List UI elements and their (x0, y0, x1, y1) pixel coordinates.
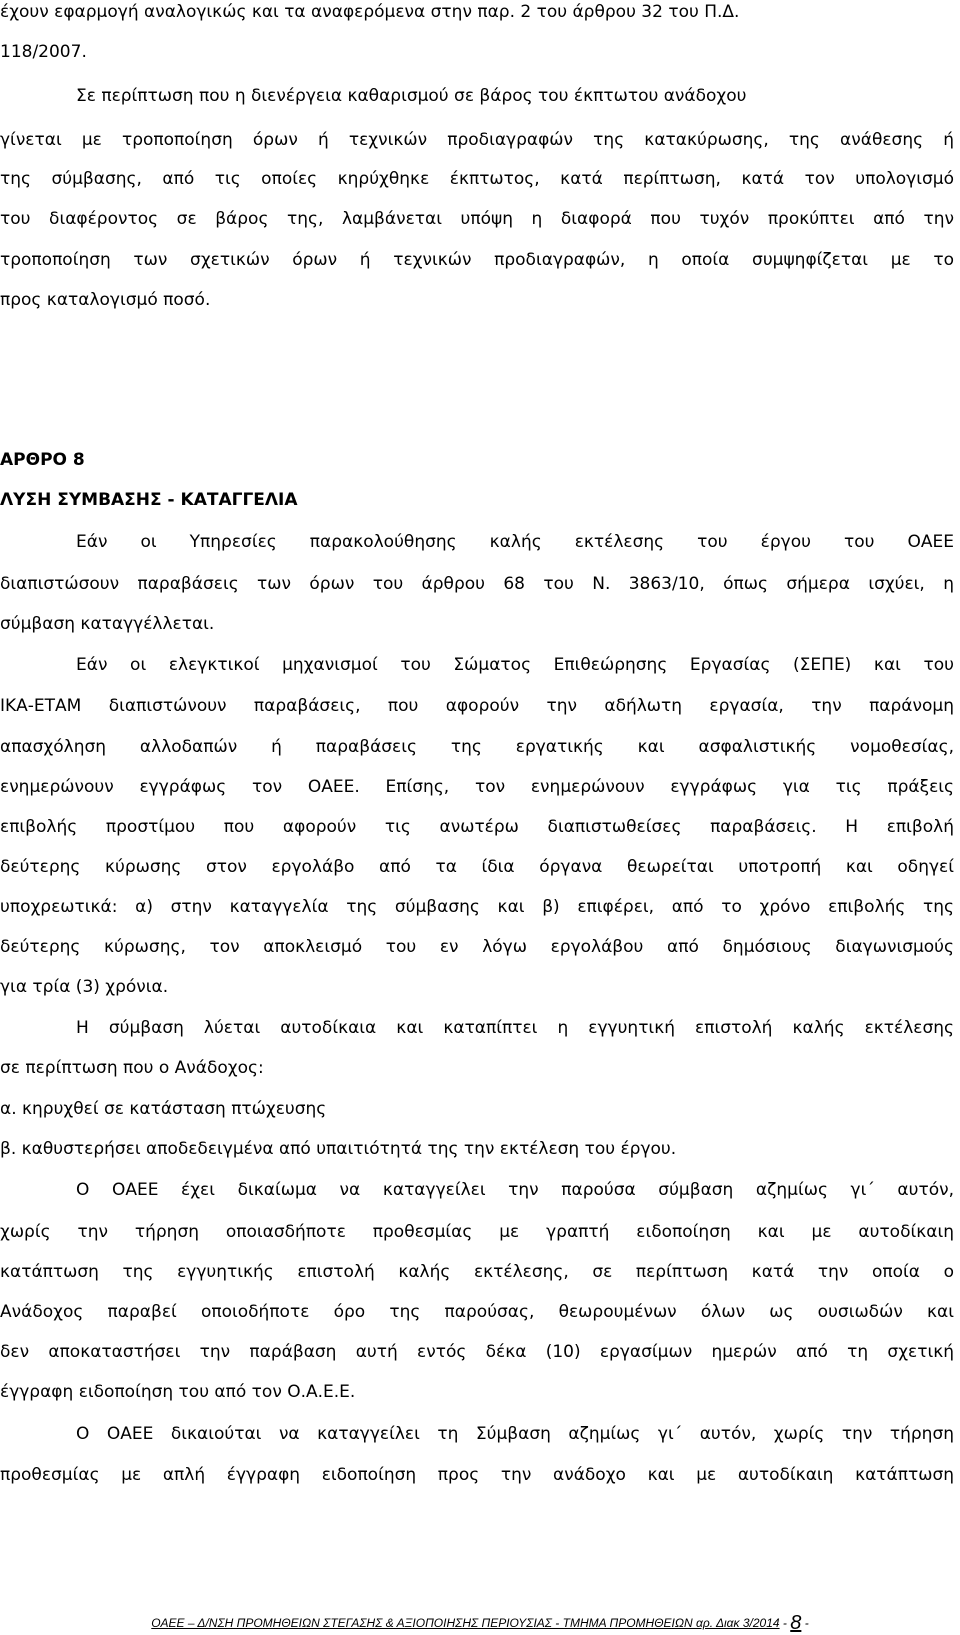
text-line: της σύμβασης, από τις οποίες κηρύχθηκε έκπτωτος, κατά περίπτωση, κατά τον υπολογισμό (0, 169, 954, 189)
text-line: σε περίπτωση που ο Ανάδοχος: (0, 1058, 264, 1078)
footer-dash: - (782, 1616, 787, 1630)
text-line: Σε περίπτωση που η διενέργεια καθαρισμού σε βάρος του έκπτωτου ανάδοχου (76, 86, 747, 106)
text-line: ΙΚΑ-ΕΤΑΜ διαπιστώνουν παραβάσεις, που αφορούν την αδήλωτη εργασία, την παράνομη (0, 696, 954, 716)
list-item: α. κηρυχθεί σε κατάσταση πτώχευσης (0, 1099, 327, 1119)
article-heading: ΑΡΘΡΟ 8 (0, 450, 85, 470)
text-line: Ο ΟΑΕΕ έχει δικαίωμα να καταγγείλει την παρούσα σύμβαση αζημίως γι΄ αυτόν, (76, 1180, 954, 1200)
text-line: του διαφέροντος σε βάρος της, λαμβάνεται υπόψη η διαφορά που τυχόν προκύπτει από την (0, 209, 954, 229)
text-line: απασχόληση αλλοδαπών ή παραβάσεις της εργατικής και ασφαλιστικής νομοθεσίας, (0, 737, 954, 757)
text-line: διαπιστώσουν παραβάσεις των όρων του άρθρου 68 του Ν. 3863/10, όπως σήμερα ισχύει, η (0, 574, 954, 594)
text-line: για τρία (3) χρόνια. (0, 977, 169, 997)
list-item: β. καθυστερήσει αποδεδειγμένα από υπαιτιότητά της την εκτέλεση του έργου. (0, 1139, 677, 1159)
text-line: έχουν εφαρμογή αναλογικώς και τα αναφερόμενα στην παρ. 2 του άρθρου 32 του Π.Δ. (0, 2, 740, 22)
text-line: προς καταλογισμό ποσό. (0, 290, 211, 310)
text-line: έγγραφη ειδοποίηση του από τον Ο.Α.Ε.Ε. (0, 1382, 356, 1402)
text-line: τροποποίηση των σχετικών όρων ή τεχνικών προδιαγραφών, η οποία συμψηφίζεται με το (0, 250, 954, 270)
text-line: χωρίς την τήρηση οποιασδήποτε προθεσμίας με γραπτή ειδοποίηση και με αυτοδίκαιη (0, 1222, 954, 1242)
text-line: ενημερώνουν εγγράφως τον ΟΑΕΕ. Επίσης, τον ενημερώνουν εγγράφως για τις πράξεις (0, 777, 954, 797)
text-line: Η σύμβαση λύεται αυτοδίκαια και καταπίπτει η εγγυητική επιστολή καλής εκτέλεσης (76, 1018, 954, 1038)
text-line: 118/2007. (0, 42, 87, 62)
footer-text: ΟΑΕΕ – Δ/ΝΣΗ ΠΡΟΜΗΘΕΙΩΝ ΣΤΕΓΑΣΗΣ & ΑΞΙΟΠΟΙΗΣΗΣ ΠΕΡΙΟΥΣΙΑΣ - ΤΜΗΜΑ ΠΡΟΜΗΘΕΙΩΝ αρ. Διακ 3/2014 (151, 1616, 780, 1630)
article-subheading: ΛΥΣΗ ΣΥΜΒΑΣΗΣ - ΚΑΤΑΓΓΕΛΙΑ (0, 490, 298, 510)
text-line: προθεσμίας με απλή έγγραφη ειδοποίηση προς την ανάδοχο και με αυτοδίκαιη κατάπτωση (0, 1465, 954, 1485)
text-line: κατάπτωση της εγγυητικής επιστολή καλής εκτέλεσης, σε περίπτωση κατά την οποία ο (0, 1262, 954, 1282)
text-line: δεύτερης κύρωσης, τον αποκλεισμό του εν λόγω εργολάβου από δημόσιους διαγωνισμούς (0, 937, 954, 957)
page-number: 8 (790, 1612, 802, 1634)
text-line: Ο ΟΑΕΕ δικαιούται να καταγγείλει τη Σύμβαση αζημίως γι΄ αυτόν, χωρίς την τήρηση (76, 1424, 954, 1444)
text-line: γίνεται με τροποποίηση όρων ή τεχνικών προδιαγραφών της κατακύρωσης, της ανάθεσης ή (0, 130, 954, 150)
text-line: Εάν οι ελεγκτικοί μηχανισμοί του Σώματος Επιθεώρησης Εργασίας (ΣΕΠΕ) και του (76, 655, 954, 675)
page-footer (0, 1612, 960, 1635)
text-line: Εάν οι Υπηρεσίες παρακολούθησης καλής εκτέλεσης του έργου του ΟΑΕΕ (76, 532, 954, 552)
text-line: υποχρεωτικά: α) στην καταγγελία της σύμβασης και β) επιφέρει, από το χρόνο επιβολής της (0, 897, 954, 917)
text-line: Ανάδοχος παραβεί οποιοδήποτε όρο της παρούσας, θεωρουμένων όλων ως ουσιωδών και (0, 1302, 954, 1322)
text-line: σύμβαση καταγγέλλεται. (0, 614, 215, 634)
footer-dash: - (804, 1616, 809, 1630)
text-line: επιβολής προστίμου που αφορούν τις ανωτέρω διαπιστωθείσες παραβάσεις. Η επιβολή (0, 817, 954, 837)
text-line: δεν αποκαταστήσει την παράβαση αυτή εντός δέκα (10) εργασίμων ημερών από τη σχετική (0, 1342, 954, 1362)
text-line: δεύτερης κύρωσης στον εργολάβο από τα ίδια όργανα θεωρείται υποτροπή και οδηγεί (0, 857, 954, 877)
